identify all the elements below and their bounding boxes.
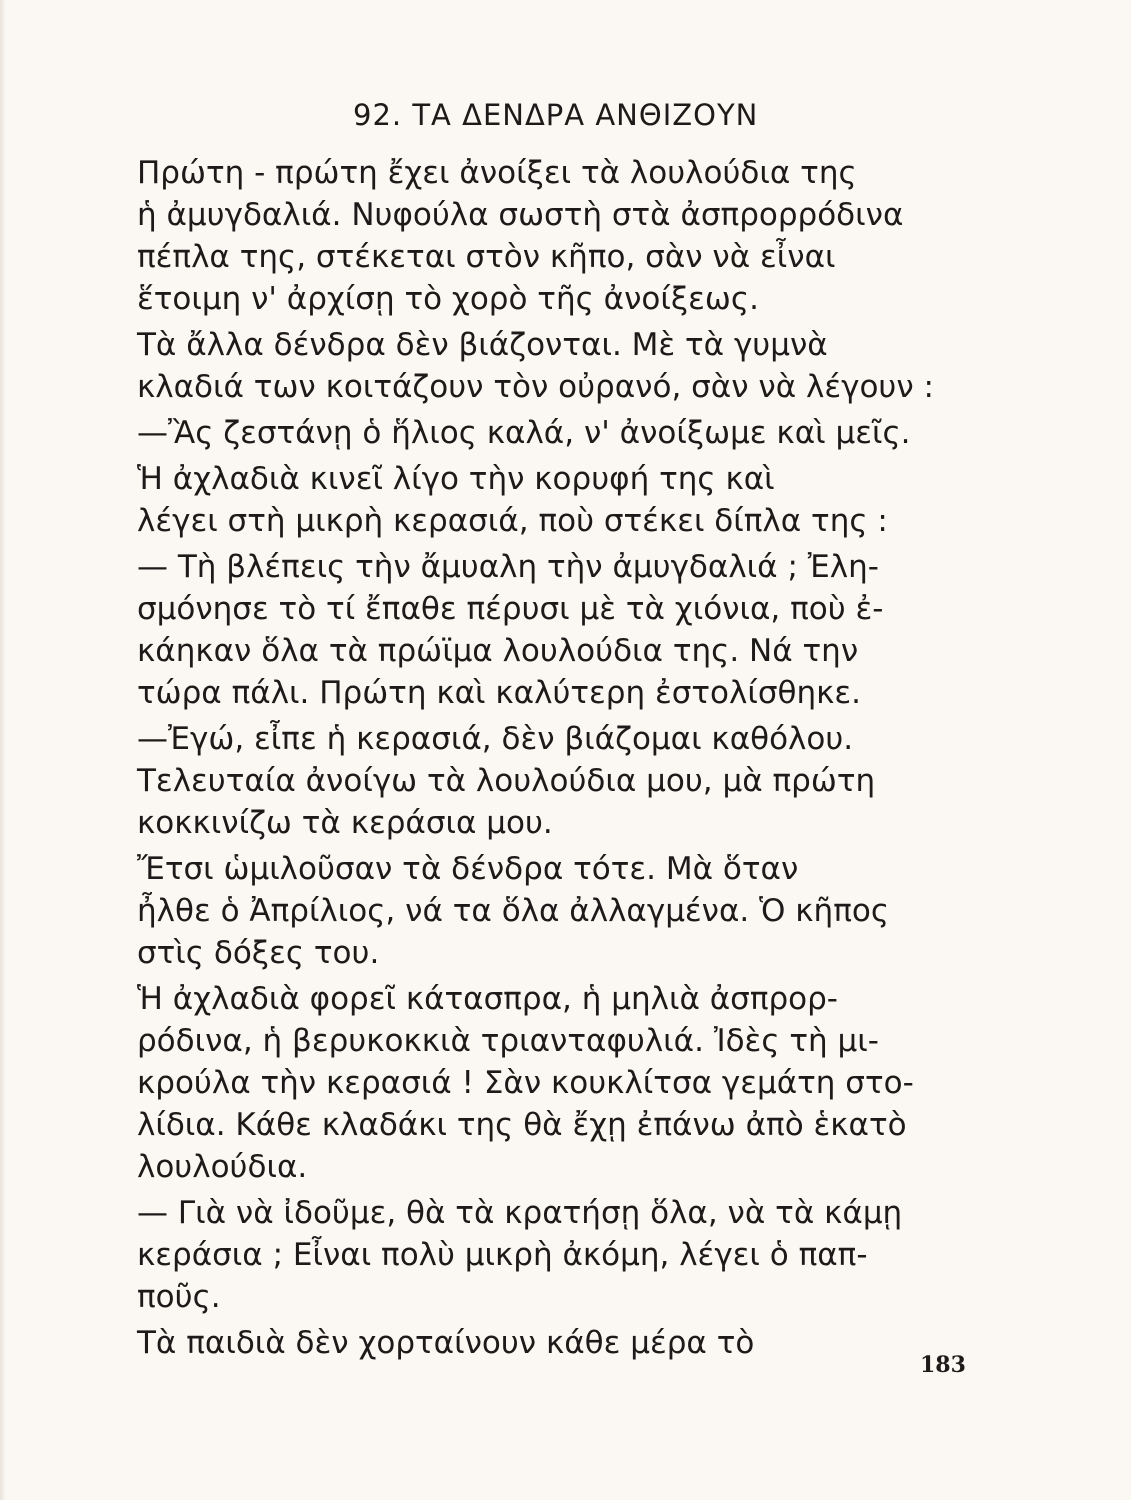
text-line: κοκκινίζω τὰ κεράσια μου. — [137, 805, 553, 841]
page-number: 183 — [920, 1352, 966, 1378]
text-line: τώρα πάλι. Πρώτη καὶ καλύτερη ἐστολίσθηκε. — [137, 675, 861, 711]
text-line: λέγει στὴ μικρὴ κερασιά, ποὺ στέκει δίπλα της : — [137, 503, 888, 539]
text-line: Ἡ ἀχλαδιὰ κινεῖ λίγο τὴν κορυφή της καὶ — [137, 461, 775, 497]
text-line: ἕτοιμη ν' ἀρχίσῃ τὸ χορὸ τῆς ἀνοίξεως. — [137, 281, 759, 317]
paragraph — [137, 718, 967, 844]
text-line: λίδια. Κάθε κλαδάκι της θὰ ἔχῃ ἐπάνω ἀπὸ ἑκατὸ — [137, 1107, 907, 1143]
text-line: Τὰ παιδιὰ δὲν χορταίνουν κάθε μέρα τὸ — [137, 1325, 755, 1361]
text-line: — Γιὰ νὰ ἰδοῦμε, θὰ τὰ κρατήσῃ ὅλα, νὰ τὰ κάμῃ — [137, 1195, 903, 1231]
chapter-title: 92. ΤΑ ΔΕΝΔΡΑ ΑΝΘΙΖΟΥΝ — [353, 98, 759, 132]
paragraph — [137, 1192, 967, 1318]
text-line: ἦλθε ὁ Ἀπρίλιος, νά τα ὅλα ἀλλαγμένα. Ὁ κῆπος — [137, 893, 890, 929]
text-line: κλαδιά των κοιτάζουν τὸν οὐρανό, σὰν νὰ λέγουν : — [137, 369, 934, 405]
body-text — [137, 152, 967, 1364]
text-line: ρόδινα, ἡ βερυκοκκιὰ τριανταφυλιά. Ἰδὲς τὴ μι- — [137, 1023, 879, 1059]
text-line: κεράσια ; Εἶναι πολὺ μικρὴ ἀκόμη, λέγει ὁ παπ- — [137, 1237, 868, 1273]
paragraph — [137, 152, 967, 320]
text-line: Ἔτσι ὡμιλοῦσαν τὰ δένδρα τότε. Μὰ ὅταν — [137, 851, 799, 887]
text-line: λουλούδια. — [137, 1149, 308, 1185]
text-line: κάηκαν ὅλα τὰ πρώϊμα λουλούδια της. Νά την — [137, 633, 859, 669]
text-line: — Τὴ βλέπεις τὴν ἄμυαλη τὴν ἀμυγδαλιά ; Ἐλη- — [137, 549, 879, 585]
text-line: —Ἐγώ, εἶπε ἡ κερασιά, δὲν βιάζομαι καθόλου. — [137, 721, 854, 757]
text-line: πέπλα της, στέκεται στὸν κῆπο, σὰν νὰ εἶναι — [137, 239, 836, 275]
text-line: ἡ ἀμυγδαλιά. Νυφούλα σωστὴ στὰ ἀσπρορρόδινα — [137, 197, 904, 233]
text-line: Τὰ ἄλλα δένδρα δὲν βιάζονται. Μὲ τὰ γυμνὰ — [137, 327, 828, 363]
text-line: στὶς δόξες του. — [137, 935, 380, 971]
text-line: —Ἂς ζεστάνῃ ὁ ἥλιος καλά, ν' ἀνοίξωμε καὶ μεῖς. — [137, 415, 911, 451]
paragraph — [137, 458, 967, 542]
paragraph — [137, 324, 967, 408]
paragraph — [137, 546, 967, 714]
text-line: Τελευταία ἀνοίγω τὰ λουλούδια μου, μὰ πρώτη — [137, 763, 876, 799]
paragraph — [137, 978, 967, 1188]
paragraph — [137, 848, 967, 974]
text-line: Πρώτη - πρώτη ἔχει ἀνοίξει τὰ λουλούδια της — [137, 155, 857, 191]
paragraph — [137, 412, 967, 454]
paragraph — [137, 1322, 967, 1364]
text-line: Ἡ ἀχλαδιὰ φορεῖ κάτασπρα, ἡ μηλιὰ ἀσπρορ- — [137, 981, 838, 1017]
text-line: σμόνησε τὸ τί ἔπαθε πέρυσι μὲ τὰ χιόνια, ποὺ ἐ- — [137, 591, 884, 627]
text-line: ποῦς. — [137, 1279, 221, 1315]
page-edge-shadow — [0, 0, 6, 1500]
text-line: κρούλα τὴν κερασιά ! Σὰν κουκλίτσα γεμάτη στο- — [137, 1065, 914, 1101]
